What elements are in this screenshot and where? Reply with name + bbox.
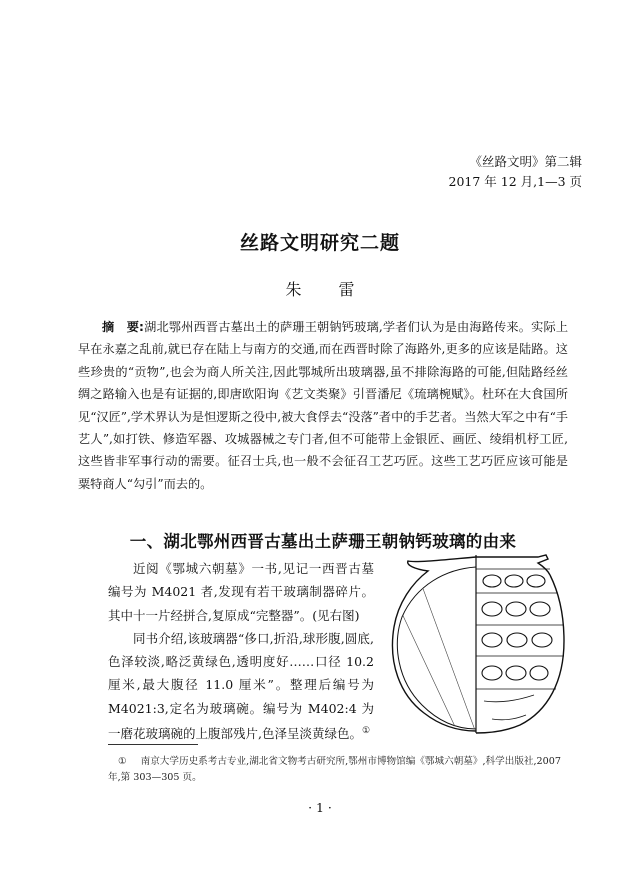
footnote <box>108 754 568 786</box>
footnote-marker: ① <box>118 756 127 767</box>
glass-bowl-illustration <box>388 545 566 735</box>
section-heading: 一、湖北鄂州西晋古墓出土萨珊王朝钠钙玻璃的由来 <box>129 532 517 551</box>
abstract <box>78 316 568 495</box>
section-body <box>108 557 374 746</box>
body-paragraph: 近阅《鄂城六朝墓》一书,见记一西晋古墓编号为 M4021 者,发现有若干玻璃制器碎片。其中十一片经拼合,复原成“完整器”。(见右图) <box>108 561 374 623</box>
body-paragraph <box>108 627 374 746</box>
page-number: · 1 · <box>308 800 332 815</box>
abstract-label: 摘 要: <box>102 320 144 334</box>
footnote-reference: ① <box>361 726 371 737</box>
abstract-text: 湖北鄂州西晋古墓出土的萨珊王朝钠钙玻璃,学者们认为是由海路传来。实际上早在永嘉之乱前,就已存在陆上与南方的交通,而在西晋时除了海路外,更多的应该是陆路。这些珍贵的“贡物”,也会为商人所关注,因此鄂城所出玻璃器,虽不排除海路的可能,但陆路经丝绸之路输入也是有证据的,即唐欧阳询《艺文类聚》引晋潘尼《琉璃椀赋》。杜环在大食国所见“汉匠”,学术界认为是怛逻斯之役中,被大食俘去“没落”者中的手艺者。当然大军之中有“手艺人”,如打铁、修造军器、攻城器械之专门者,但不可能带上金银匠、画匠、绫绢机杼工匠,这些皆非军事行动的需要。征召士兵,也一般不会征召工艺巧匠。这些工艺巧匠应该可能是粟特商人“勾引”而去的。 <box>78 320 569 491</box>
footnote-text: 南京大学历史系考古专业,湖北省文物考古研究所,鄂州市博物馆编《鄂城六朝墓》,科学出版社,2007 年,第 303—305 页。 <box>108 756 561 783</box>
footnote-divider <box>108 744 198 745</box>
journal-name: 《丝路文明》第二辑 <box>469 154 582 169</box>
body-paragraph-text: 同书介绍,该玻璃器“侈口,折沿,球形腹,圆底,色泽较淡,略泛黄绿色,透明度好……口径 10.2 厘米,最大腹径 11.0 厘米”。整理后编号为 M4021:3,定名为玻璃碗。编号为 M402:4 为一磨花玻璃碗的上腹部残片,色泽呈淡黄绿色。 <box>108 630 374 742</box>
article-author: 朱 雷 <box>285 280 371 299</box>
issue-info: 2017 年 12 月,1—3 页 <box>448 174 582 189</box>
bowl-exterior-right <box>476 555 564 733</box>
bowl-section-left <box>392 557 476 733</box>
article-title: 丝路文明研究二题 <box>239 232 400 254</box>
